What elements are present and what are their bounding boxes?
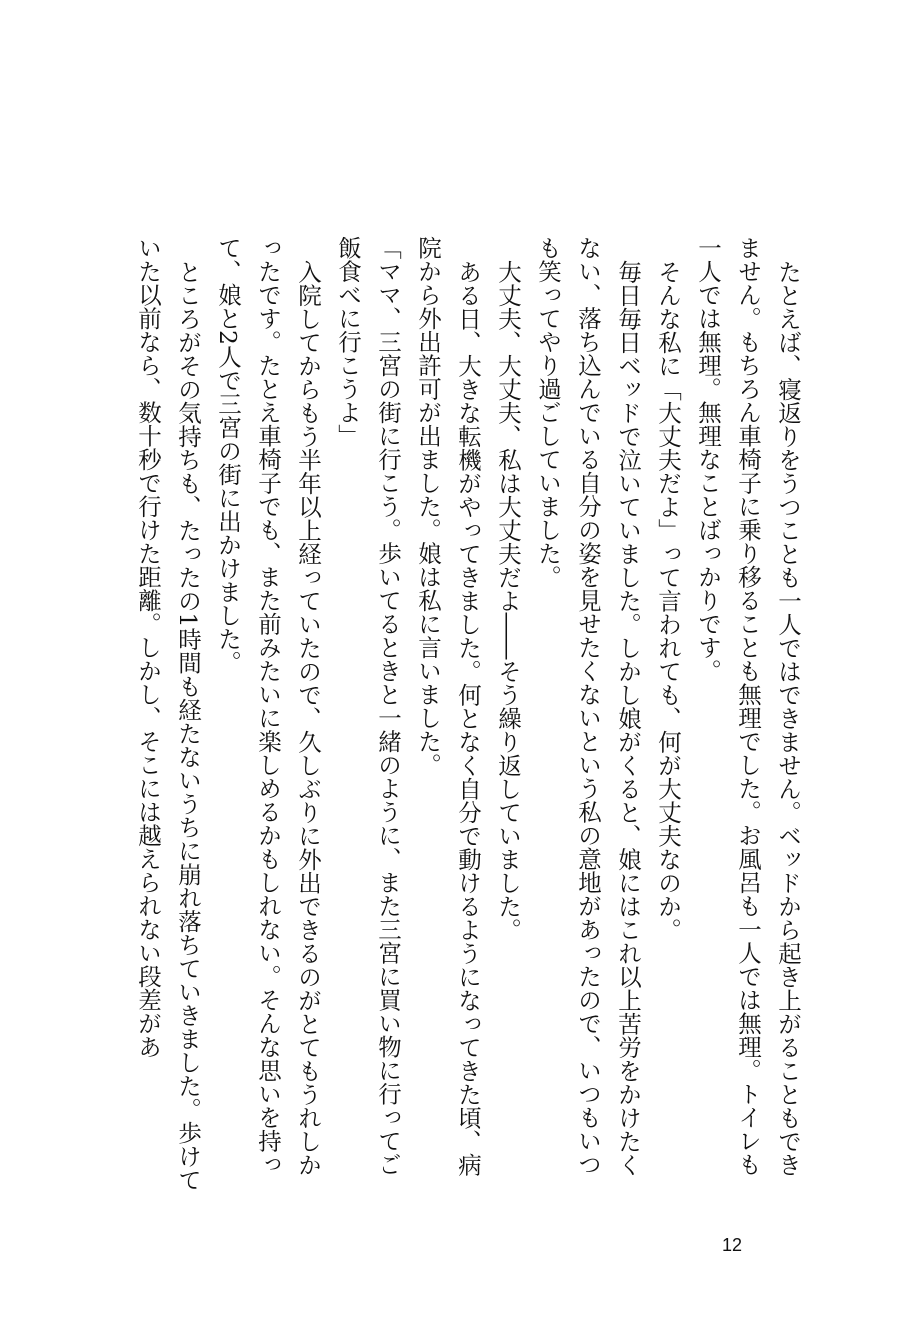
paragraph-2: そんな私に「大丈夫だよ」って言われても、何が大丈夫なのか。 bbox=[654, 259, 682, 941]
paragraph-4: 大丈夫、大丈夫、私は大丈夫だよ――そう繰り返していました。 bbox=[494, 259, 522, 941]
paragraph-8: ところがその気持ちも、たったの1時間も経たないうちに崩れ落ちていきました。歩けていた以前なら、数十秒で行けた距離。しかし、そこには越えられない段差があ bbox=[134, 236, 202, 1191]
page-number: 12 bbox=[722, 1235, 743, 1255]
paragraph-6-dialogue: 「ママ、三宮の街に行こう。歩いてるときと一緒のように、また三宮に買い物に行ってご飯食べに行こうよ」 bbox=[334, 236, 402, 1176]
paragraph-5: ある日、大きな転機がやってきました。何となく自分で動けるようになってきた頃、病院から外出許可が出ました。娘は私に言いました。 bbox=[414, 236, 482, 1176]
vertical-body-text bbox=[92, 236, 808, 1196]
paragraph-1: たとえば、寝返りをうつことも一人ではできません。ベッドから起き上がることもできません。もちろん車椅子に乗り移ることも無理でした。お風呂も一人では無理。トイレも一人では無理。無理なことばっかりです。 bbox=[694, 236, 802, 1176]
paragraph-7: 入院してからもう半年以上経っていたので、久しぶりに外出できるのがとてもうれしかったです。たとえ車椅子でも、また前みたいに楽しめるかもしれない。そんな思いを持って、娘と2人で三宮の街に出かけました。 bbox=[214, 236, 322, 1176]
paragraph-3: 毎日毎日ベッドで泣いていました。しかし娘がくると、娘にはこれ以上苦労をかけたくない、落ち込んでいる自分の姿を見せたくないという私の意地があったので、いつもいつも笑ってやり過ごしていました。 bbox=[534, 236, 642, 1176]
